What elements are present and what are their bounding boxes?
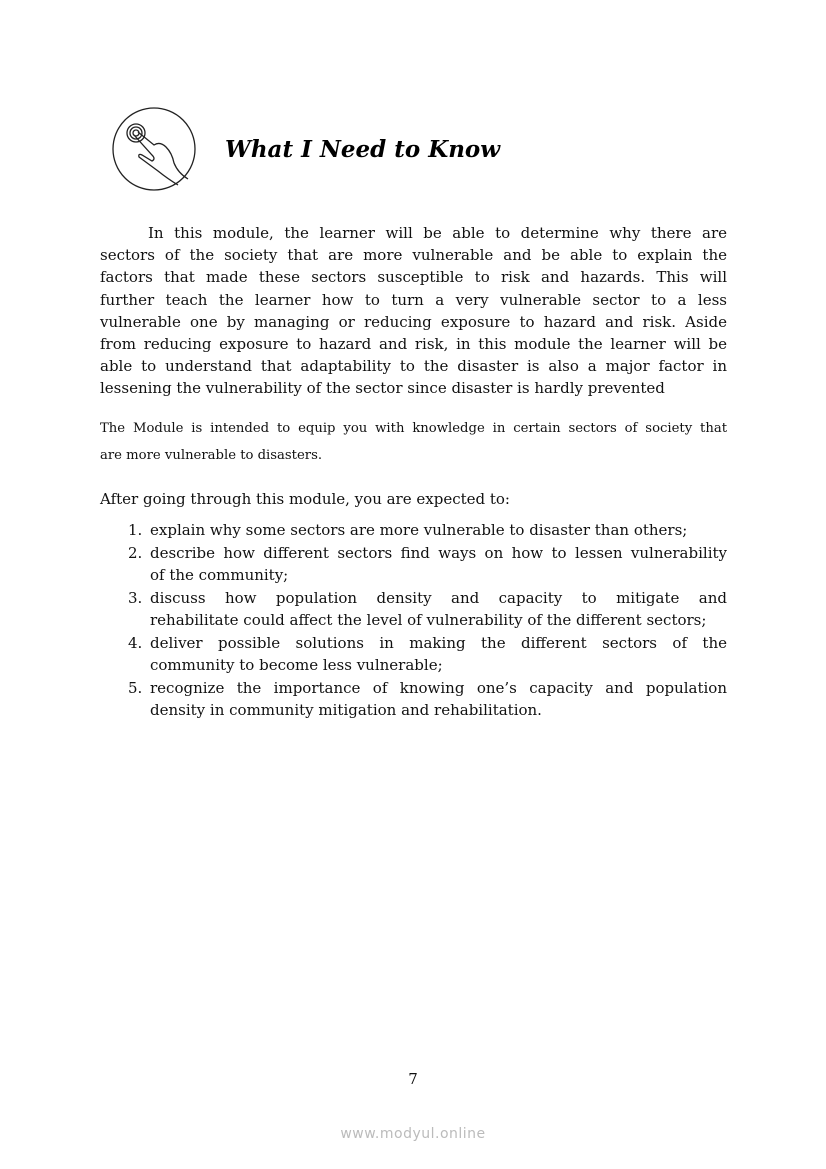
objective-item-text: of the community; <box>150 566 289 584</box>
objective-item-text: density in community mitigation and rehabilitation. <box>150 701 542 719</box>
objective-number: 4. <box>128 633 143 652</box>
objectives-intro: After going through this module, you are expected to: <box>100 490 510 508</box>
objective-item-text: explain why some sectors are more vulnerable to disaster than others; <box>150 521 688 539</box>
hand-tap-icon <box>112 107 196 191</box>
objective-number: 5. <box>128 678 143 697</box>
intro-paragraph-line: from reducing exposure to hazard and risk, in this module the learner will be <box>100 335 727 353</box>
objective-item-text: rehabilitate could affect the level of vulnerability of the different sectors; <box>150 611 707 629</box>
page-number: 7 <box>408 1070 418 1088</box>
note-paragraph-line: The Module is intended to equip you with knowledge in certain sectors of society that <box>100 421 727 436</box>
intro-paragraph-line: In this module, the learner will be able to determine why there are <box>148 224 727 242</box>
note-paragraph-line: are more vulnerable to disasters. <box>100 448 323 463</box>
intro-paragraph-line: lessening the vulnerability of the sector since disaster is hardly prevented <box>100 379 665 398</box>
objective-item-text: deliver possible solutions in making the different sectors of the <box>150 633 727 652</box>
intro-paragraph-line: sectors of the society that are more vulnerable and be able to explain the <box>100 246 727 265</box>
objective-item-text: recognize the importance of knowing one’s capacity and population <box>150 678 727 697</box>
objective-number: 1. <box>128 521 143 539</box>
objective-item-text: discuss how population density and capacity to mitigate and <box>150 588 727 607</box>
objective-number: 2. <box>128 543 143 562</box>
section-title: What I Need to Know <box>225 136 501 163</box>
intro-paragraph-line: further teach the learner how to turn a very vulnerable sector to a less <box>100 290 727 309</box>
objective-item-text: describe how different sectors find ways on how to lessen vulnerability <box>150 543 727 562</box>
intro-paragraph-line: able to understand that adaptability to the disaster is also a major factor in <box>100 357 727 376</box>
objective-item-text: community to become less vulnerable; <box>150 656 443 674</box>
watermark: www.modyul.online <box>340 1126 486 1142</box>
intro-paragraph-line: vulnerable one by managing or reducing exposure to hazard and risk. Aside <box>100 312 727 331</box>
objective-number: 3. <box>128 588 143 607</box>
intro-paragraph-line: factors that made these sectors susceptible to risk and hazards. This will <box>100 268 727 287</box>
